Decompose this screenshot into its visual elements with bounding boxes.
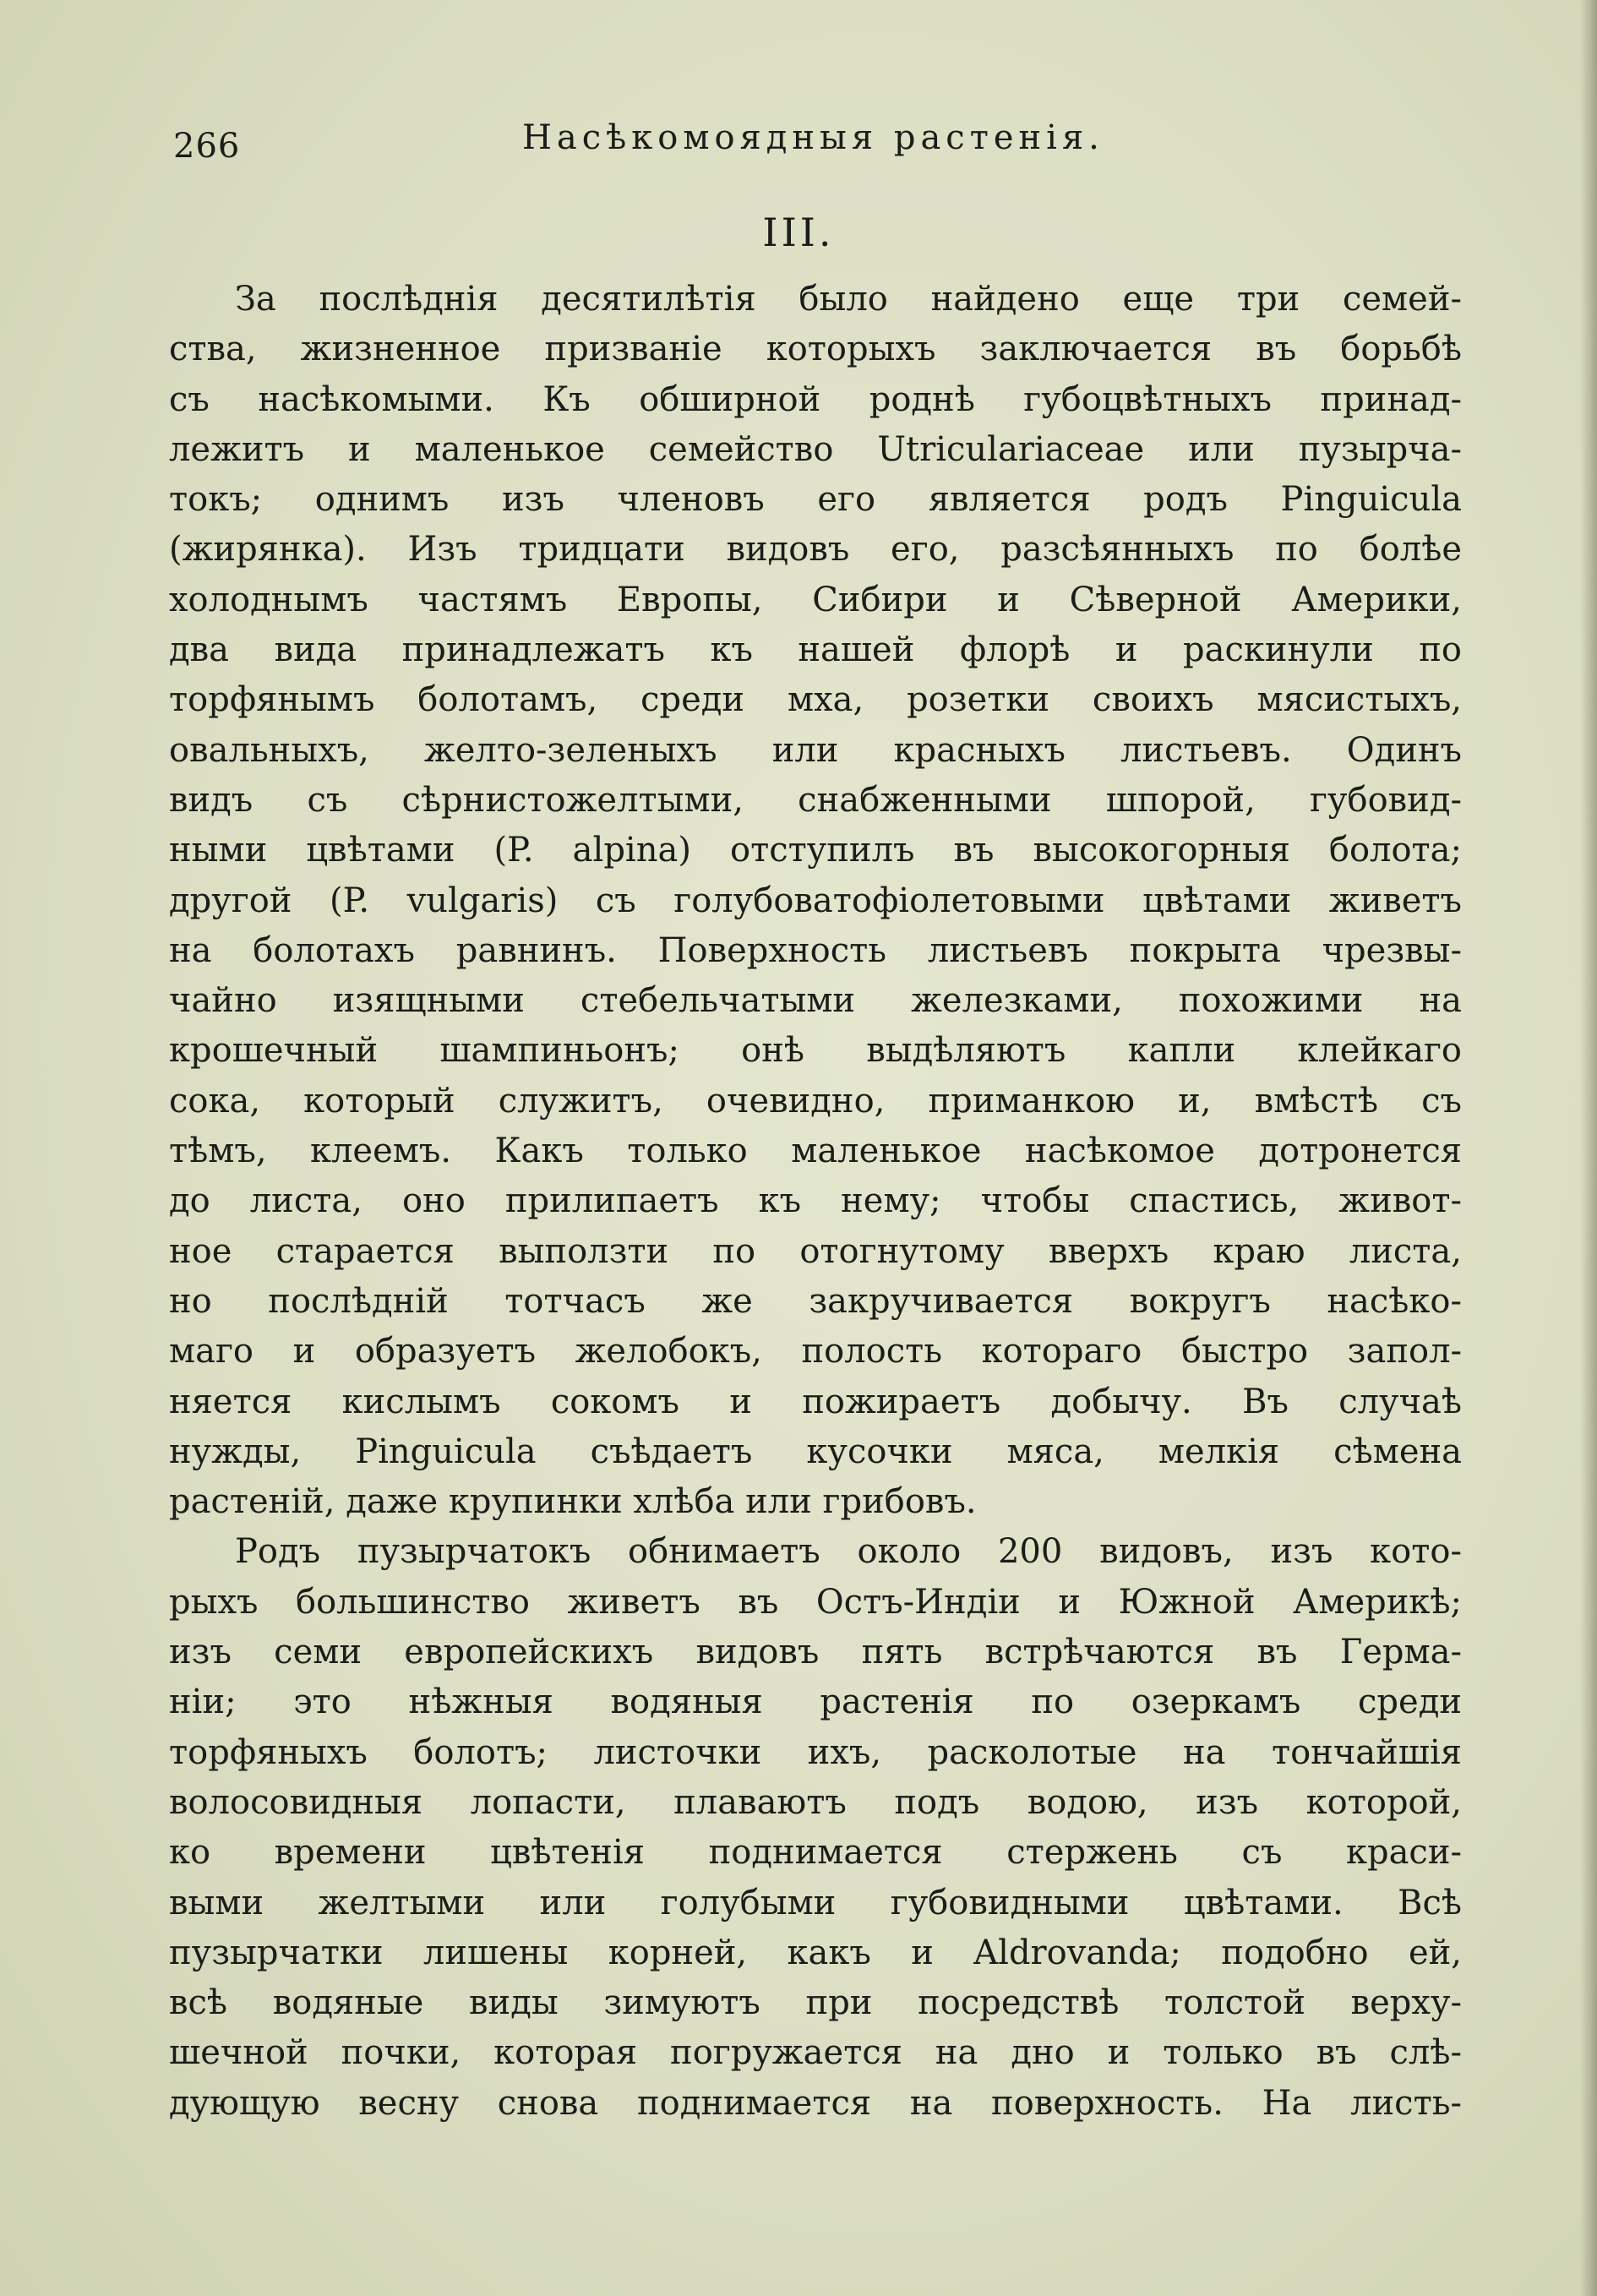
page-edge-shadow [1580,0,1597,2296]
text-line: крошечный шампиньонъ; онѣ выдѣляютъ капли клейкаго [169,1031,1462,1071]
text-line: лежитъ и маленькое семейство Utriculariaceae или пузырча- [169,429,1462,469]
text-line: сока, который служитъ, очевидно, приманкою и, вмѣстѣ съ [169,1081,1462,1121]
text-line: няется кислымъ сокомъ и пожираетъ добычу. Въ случаѣ [169,1382,1462,1421]
text-line: ства, жизненное призваніе которыхъ заключается въ борьбѣ [169,330,1462,369]
text-line: ніи; это нѣжныя водяныя растенія по озеркамъ среди [169,1682,1462,1722]
text-line: овальныхъ, желто-зеленыхъ или красныхъ листьевъ. Одинъ [169,730,1462,770]
text-line: рыхъ большинство живетъ въ Остъ-Индіи и Южной Америкѣ; [169,1582,1462,1622]
text-line: съ насѣкомыми. Къ обширной роднѣ губоцвѣтныхъ принад- [169,379,1462,419]
text-line: Родъ пузырчатокъ обнимаетъ около 200 видовъ, изъ кото- [235,1532,1462,1572]
text-line: торфяныхъ болотъ; листочки ихъ, расколотые на тончайшія [169,1732,1462,1772]
text-line: холоднымъ частямъ Европы, Сибири и Сѣверной Америки, [169,580,1462,619]
text-line: чайно изящными стебельчатыми железками, похожими на [169,981,1462,1021]
text-line: изъ семи европейскихъ видовъ пять встрѣчаются въ Герма- [169,1633,1462,1672]
text-line: другой (P. vulgaris) съ голубоватофіолетовыми цвѣтами живетъ [169,881,1462,920]
text-line: (жирянка). Изъ тридцати видовъ его, разсѣянныхъ по болѣе [169,530,1462,570]
text-line: волосовидныя лопасти, плаваютъ подъ водою, изъ которой, [169,1782,1462,1822]
section-heading: III. [762,210,835,255]
text-line: маго и образуетъ желобокъ, полость котораго быстро запол- [169,1332,1462,1372]
text-line: выми желтыми или голубыми губовидными цвѣтами. Всѣ [169,1883,1462,1922]
body-text [169,275,1462,2129]
text-line: торфянымъ болотамъ, среди мха, розетки своихъ мясистыхъ, [169,680,1462,720]
text-line: на болотахъ равнинъ. Поверхность листьевъ покрыта чрезвы- [169,930,1462,970]
text-line: но послѣдній тотчасъ же закручивается вокругъ насѣко- [169,1281,1462,1321]
text-line: до листа, оно прилипаетъ къ нему; чтобы спастись, живот- [169,1181,1462,1221]
text-line: ными цвѣтами (P. alpina) отступилъ въ высокогорныя болота; [169,831,1462,870]
text-line: шечной почки, которая погружается на дно и только въ слѣ- [169,2033,1462,2073]
text-line: всѣ водяные виды зимуютъ при посредствѣ толстой верху- [169,1983,1462,2023]
text-line: ное старается выползти по отогнутому вверхъ краю листа, [169,1231,1462,1271]
text-line: ко времени цвѣтенія поднимается стержень съ краси- [169,1833,1462,1873]
text-line: токъ; однимъ изъ членовъ его является родъ Pinguicula [169,480,1462,520]
text-line: тѣмъ, клеемъ. Какъ только маленькое насѣкомое дотронется [169,1132,1462,1171]
text-line: дующую весну снова поднимается на поверхность. На листь- [169,2083,1462,2123]
text-line: видъ съ сѣрнистожелтыми, снабженными шпорой, губовид- [169,780,1462,820]
text-line: пузырчатки лишены корней, какъ и Aldrovanda; подобно ей, [169,1933,1462,1972]
text-line: растеній, даже крупинки хлѣба или грибовъ. [169,1482,977,1522]
text-line: два вида принадлежатъ къ нашей флорѣ и раскинули по [169,630,1462,670]
text-line: За послѣднія десятилѣтія было найдено еще три семей- [235,280,1462,319]
text-line: нужды, Pinguicula съѣдаетъ кусочки мяса, мелкія сѣмена [169,1432,1462,1471]
page-number: 266 [173,127,241,166]
running-title: Насѣкомоядныя растенія. [522,118,1104,157]
